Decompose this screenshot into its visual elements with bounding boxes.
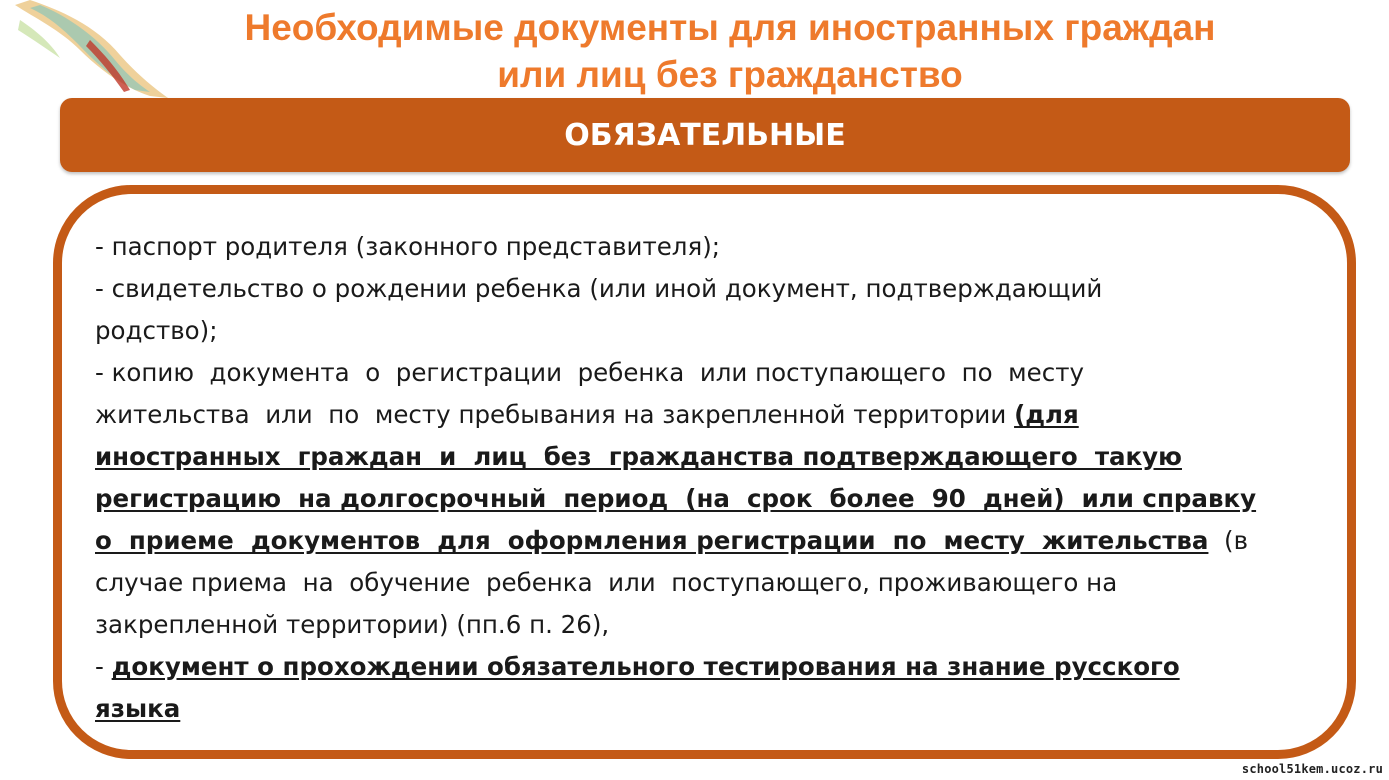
line-text: - свидетельство о рождении ребенка (или иной документ, подтверждающий bbox=[95, 274, 1103, 303]
line-text-emphasis: иностранных граждан и лиц без гражданства подтверждающего такую bbox=[95, 442, 1182, 471]
list-line bbox=[95, 436, 1320, 478]
line-text: (в bbox=[1208, 526, 1249, 555]
list-line bbox=[95, 604, 1320, 646]
list-line bbox=[95, 520, 1320, 562]
line-text-emphasis: о приеме документов для оформления регистрации по месту жительства bbox=[95, 526, 1209, 555]
list-line bbox=[95, 478, 1320, 520]
section-banner bbox=[60, 98, 1350, 172]
line-text-emphasis: регистрацию на долгосрочный период (на срок более 90 дней) или справку bbox=[95, 484, 1257, 513]
section-banner-label: ОБЯЗАТЕЛЬНЫЕ bbox=[564, 117, 846, 153]
line-text: - паспорт родителя (законного представителя); bbox=[95, 232, 721, 261]
line-text: родство); bbox=[95, 316, 218, 345]
line-text: закрепленной территории) (пп.6 п. 26), bbox=[95, 610, 610, 639]
page-title-line-1: Необходимые документы для иностранных граждан bbox=[244, 7, 1216, 48]
list-line bbox=[95, 352, 1320, 394]
page-title-line-2: или лиц без гражданство bbox=[497, 54, 963, 95]
line-text: случае приема на обучение ребенка или поступающего, проживающего на bbox=[95, 568, 1118, 597]
line-text: - копию документа о регистрации ребенка или поступающего по месту bbox=[95, 358, 1084, 387]
list-line bbox=[95, 562, 1320, 604]
list-line bbox=[95, 226, 1320, 268]
list-line bbox=[95, 394, 1320, 436]
list-line bbox=[95, 310, 1320, 352]
list-line bbox=[95, 646, 1320, 688]
list-line bbox=[95, 268, 1320, 310]
line-text-emphasis: языка bbox=[95, 694, 181, 723]
page-title bbox=[150, 4, 1310, 98]
line-text-emphasis: (для bbox=[1014, 400, 1079, 429]
list-line bbox=[95, 688, 1320, 730]
document-list bbox=[95, 226, 1320, 730]
line-text: жительства или по месту пребывания на закрепленной территории bbox=[95, 400, 1015, 429]
line-text-emphasis: документ о прохождении обязательного тестирования на знание русского bbox=[111, 652, 1180, 681]
line-text: - bbox=[95, 652, 112, 681]
site-watermark: school51kem.ucoz.ru bbox=[1241, 762, 1383, 776]
